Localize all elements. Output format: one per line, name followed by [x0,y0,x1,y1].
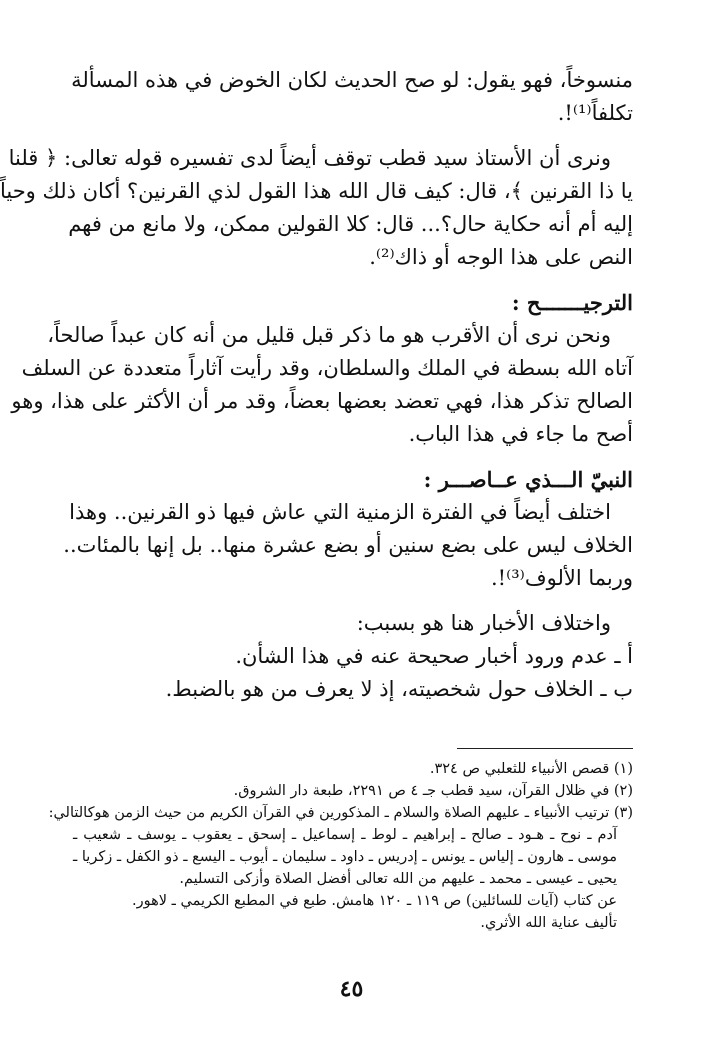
paragraph-line: منسوخاً، فهو يقول: لو صح الحديث لكان الخوض في هذه المسألة [71,68,633,92]
list-item: أ ـ عدم ورود أخبار صحيحة عنه في هذا الشأن. [235,644,633,668]
paragraph-line: وربما الألوف⁽³⁾!. [490,566,633,590]
list-item: ب ـ الخلاف حول شخصيته، إذ لا يعرف من هو بالضبط. [165,677,633,701]
paragraph-line: ونرى أن الأستاذ سيد قطب توقف أيضاً لدى تفسيره قوله تعالى: ﴿ قلنا [8,146,611,170]
main-text [0,64,633,706]
footnote-line: موسى ـ هارون ـ إلياس ـ يونس ـ إدريس ـ داود ـ سليمان ـ أيوب ـ اليسع ـ ذو الكفل ـ زكريا ـ [73,849,617,865]
paragraph-line: اختلف أيضاً في الفترة الزمنية التي عاش فيها ذو القرنين.. وهذا [69,500,611,524]
footnote: (١) قصص الأنبياء للثعلبي ص ٣٢٤. [429,761,633,777]
paragraph-line: آتاه الله بسطة في الملك والسلطان، وقد رأيت آثاراً متعددة عن السلف [21,356,633,380]
footnote-divider [457,748,633,749]
footnotes [48,758,633,934]
paragraph-line: الصالح تذكر هذا، فهي تعضد بعضها بعضاً، وقد مر أن الأكثر على هذا، وهو [11,389,633,413]
paragraph-line: الخلاف ليس على بضع سنين أو بضع عشرة منها.. بل إنها بالمئات.. [63,533,633,557]
paragraph-line: النص على هذا الوجه أو ذاك⁽²⁾. [369,245,633,269]
section-heading-prophet: النبيّ الـــذي عــاصـــر : [423,467,633,492]
paragraph-line: يا ذا القرنين ﴾، قال: كيف قال الله هذا القول لذي القرنين؟ أكان ذلك وحياً [0,179,633,203]
section-heading-tarjih: الترجيـــــــح : [511,290,633,315]
footnote-line: عن كتاب (آيات للسائلين) ص ١١٩ ـ ١٢٠ هامش. طبع في المطبع الكريمي ـ لاهور. [132,893,617,909]
paragraph-line: ونحن نرى أن الأقرب هو ما ذكر قبل قليل من أنه كان عبداً صالحاً، [47,323,611,347]
footnote-line: آدم ـ نوح ـ هـود ـ صالح ـ إبراهيم ـ لوط ـ إسماعيل ـ إسحق ـ يعقوب ـ يوسف ـ شعيب ـ [73,827,617,843]
footnote-line: يحيى ـ عيسى ـ محمد ـ عليهم من الله تعالى أفضل الصلاة وأزكى التسليم. [179,871,617,887]
paragraph-line: تكلفاً⁽¹⁾!. [557,101,633,125]
footnote: (٢) في ظلال القرآن، سيد قطب جـ ٤ ص ٢٢٩١، طبعة دار الشروق. [233,783,633,799]
paragraph-line: واختلاف الأخبار هنا هو بسبب: [356,611,611,635]
footnote-line: تأليف عناية الله الأثري. [480,915,617,931]
paragraph-line: أصح ما جاء في هذا الباب. [408,422,633,446]
paragraph-line: إليه أم أنه حكاية حال؟... قال: كلا القولين ممكن، ولا مانع من فهم [68,212,633,236]
page-number: ٤٥ [339,976,364,1002]
footnote: (٣) ترتيب الأنبياء ـ عليهم الصلاة والسلام ـ المذكورين في القرآن الكريم من حيث الزمن هوكالتالي: [48,805,633,821]
